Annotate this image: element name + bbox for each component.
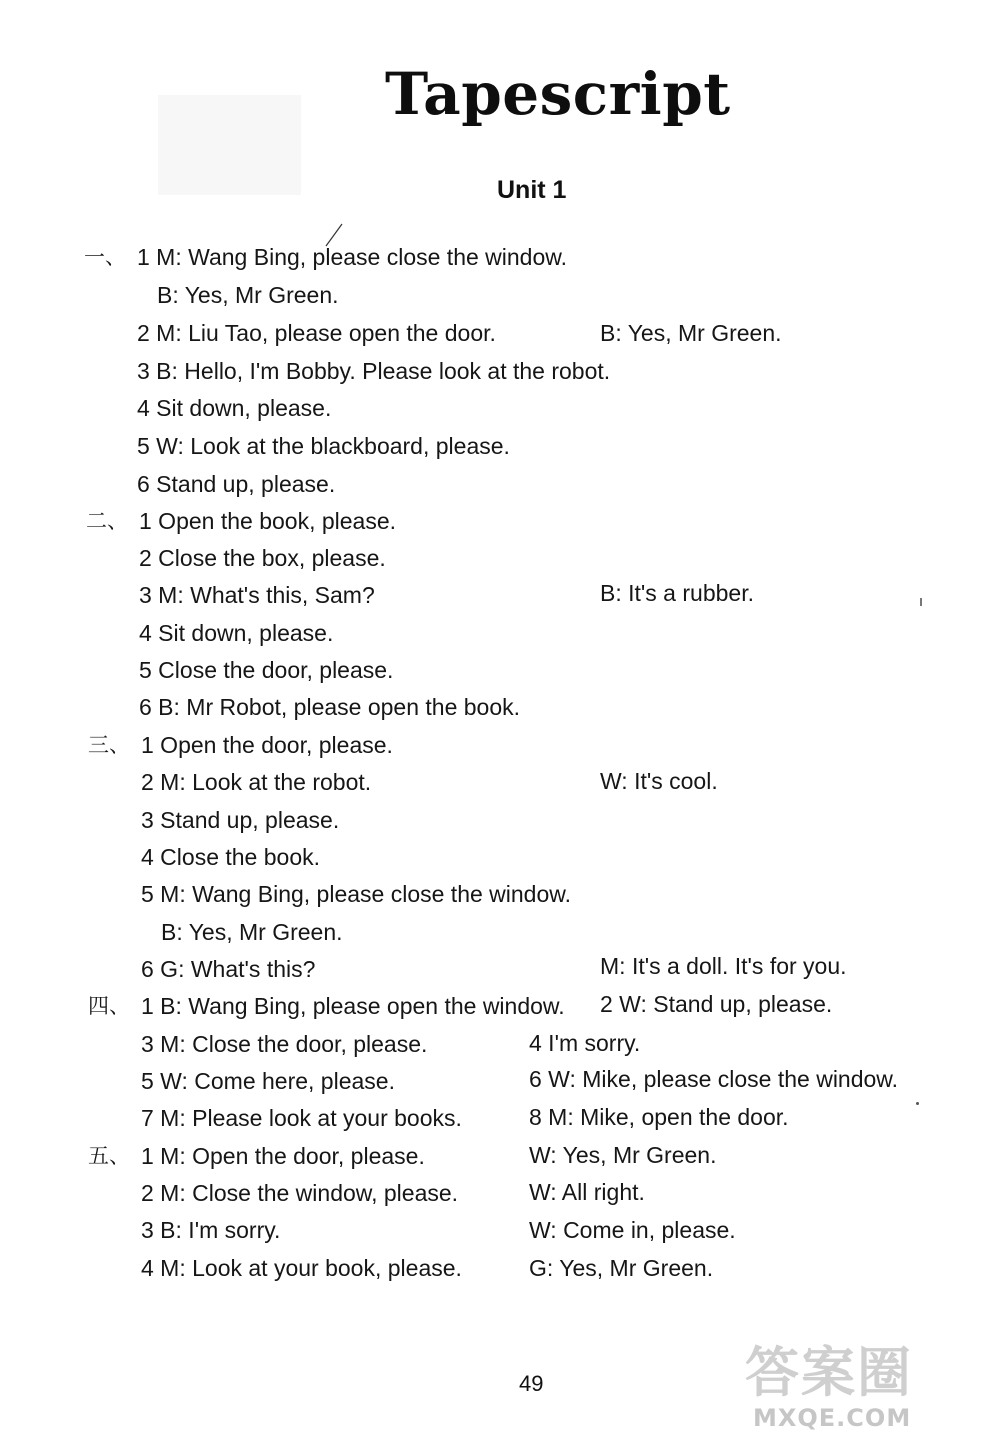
script-line-right: 2 W: Stand up, please. <box>600 991 833 1017</box>
scan-speck <box>916 1102 919 1105</box>
script-line: 4 Close the book. <box>141 844 321 870</box>
script-line: 1 Open the book, please. <box>139 508 397 534</box>
script-line: 3 M: Close the door, please. <box>141 1031 428 1057</box>
script-line-right: W: All right. <box>529 1179 645 1205</box>
script-line: 2 M: Liu Tao, please open the door. <box>137 320 496 346</box>
script-line: 4 Sit down, please. <box>137 395 332 421</box>
script-line-right: W: It's cool. <box>600 768 718 794</box>
script-line: 1 M: Open the door, please. <box>141 1143 425 1169</box>
script-line: 6 B: Mr Robot, please open the book. <box>139 694 521 720</box>
script-line: 7 M: Please look at your books. <box>141 1105 462 1131</box>
script-line: 2 Close the box, please. <box>139 545 386 571</box>
script-line: 2 M: Look at the robot. <box>141 769 372 795</box>
script-line: 3 M: What's this, Sam? <box>139 582 375 608</box>
section-label-4: 四、 <box>88 994 130 1018</box>
watermark-chinese: 答案圈 <box>745 1341 913 1404</box>
section-label-5: 五、 <box>88 1144 130 1168</box>
script-line: 3 Stand up, please. <box>141 807 340 833</box>
script-line: 5 W: Come here, please. <box>141 1068 395 1094</box>
script-line: 5 W: Look at the blackboard, please. <box>137 433 510 459</box>
script-line: 2 M: Close the window, please. <box>141 1180 459 1206</box>
script-line: 6 Stand up, please. <box>137 471 336 497</box>
page-title: Tapescript <box>385 60 731 128</box>
script-line-right: B: It's a rubber. <box>600 580 754 606</box>
script-line: 5 Close the door, please. <box>139 657 394 683</box>
script-line-right: 8 M: Mike, open the door. <box>529 1104 789 1130</box>
script-line: 3 B: I'm sorry. <box>141 1217 281 1243</box>
script-line: 4 Sit down, please. <box>139 620 334 646</box>
script-line: B: Yes, Mr Green. <box>157 282 339 308</box>
script-line: 5 M: Wang Bing, please close the window. <box>141 881 571 907</box>
script-line-right: M: It's a doll. It's for you. <box>600 953 847 979</box>
unit-heading: Unit 1 <box>497 176 567 204</box>
script-line: 4 M: Look at your book, please. <box>141 1255 462 1281</box>
script-line-right: 4 I'm sorry. <box>529 1030 641 1056</box>
scan-smudge <box>158 95 301 195</box>
script-line: B: Yes, Mr Green. <box>161 919 343 945</box>
page-number: 49 <box>519 1371 544 1396</box>
script-line: 1 M: Wang Bing, please close the window. <box>137 244 567 270</box>
script-line-right: G: Yes, Mr Green. <box>529 1255 714 1281</box>
script-line-right: W: Yes, Mr Green. <box>529 1142 717 1168</box>
section-label-1: 一、 <box>84 245 126 269</box>
section-label-3: 三、 <box>88 733 130 757</box>
script-line-right: B: Yes, Mr Green. <box>600 320 782 346</box>
scan-speck <box>920 598 922 606</box>
script-line: 1 Open the door, please. <box>141 732 393 758</box>
script-line: 3 B: Hello, I'm Bobby. Please look at the robot. <box>137 358 611 384</box>
script-line: 6 G: What's this? <box>141 956 316 982</box>
watermark-url: MXQE.COM <box>753 1404 912 1432</box>
script-line-right: 6 W: Mike, please close the window. <box>529 1066 899 1092</box>
watermark-logo <box>745 1330 995 1438</box>
section-label-2: 二、 <box>86 509 128 533</box>
script-line-right: W: Come in, please. <box>529 1217 736 1243</box>
script-line: 1 B: Wang Bing, please open the window. <box>141 993 565 1019</box>
